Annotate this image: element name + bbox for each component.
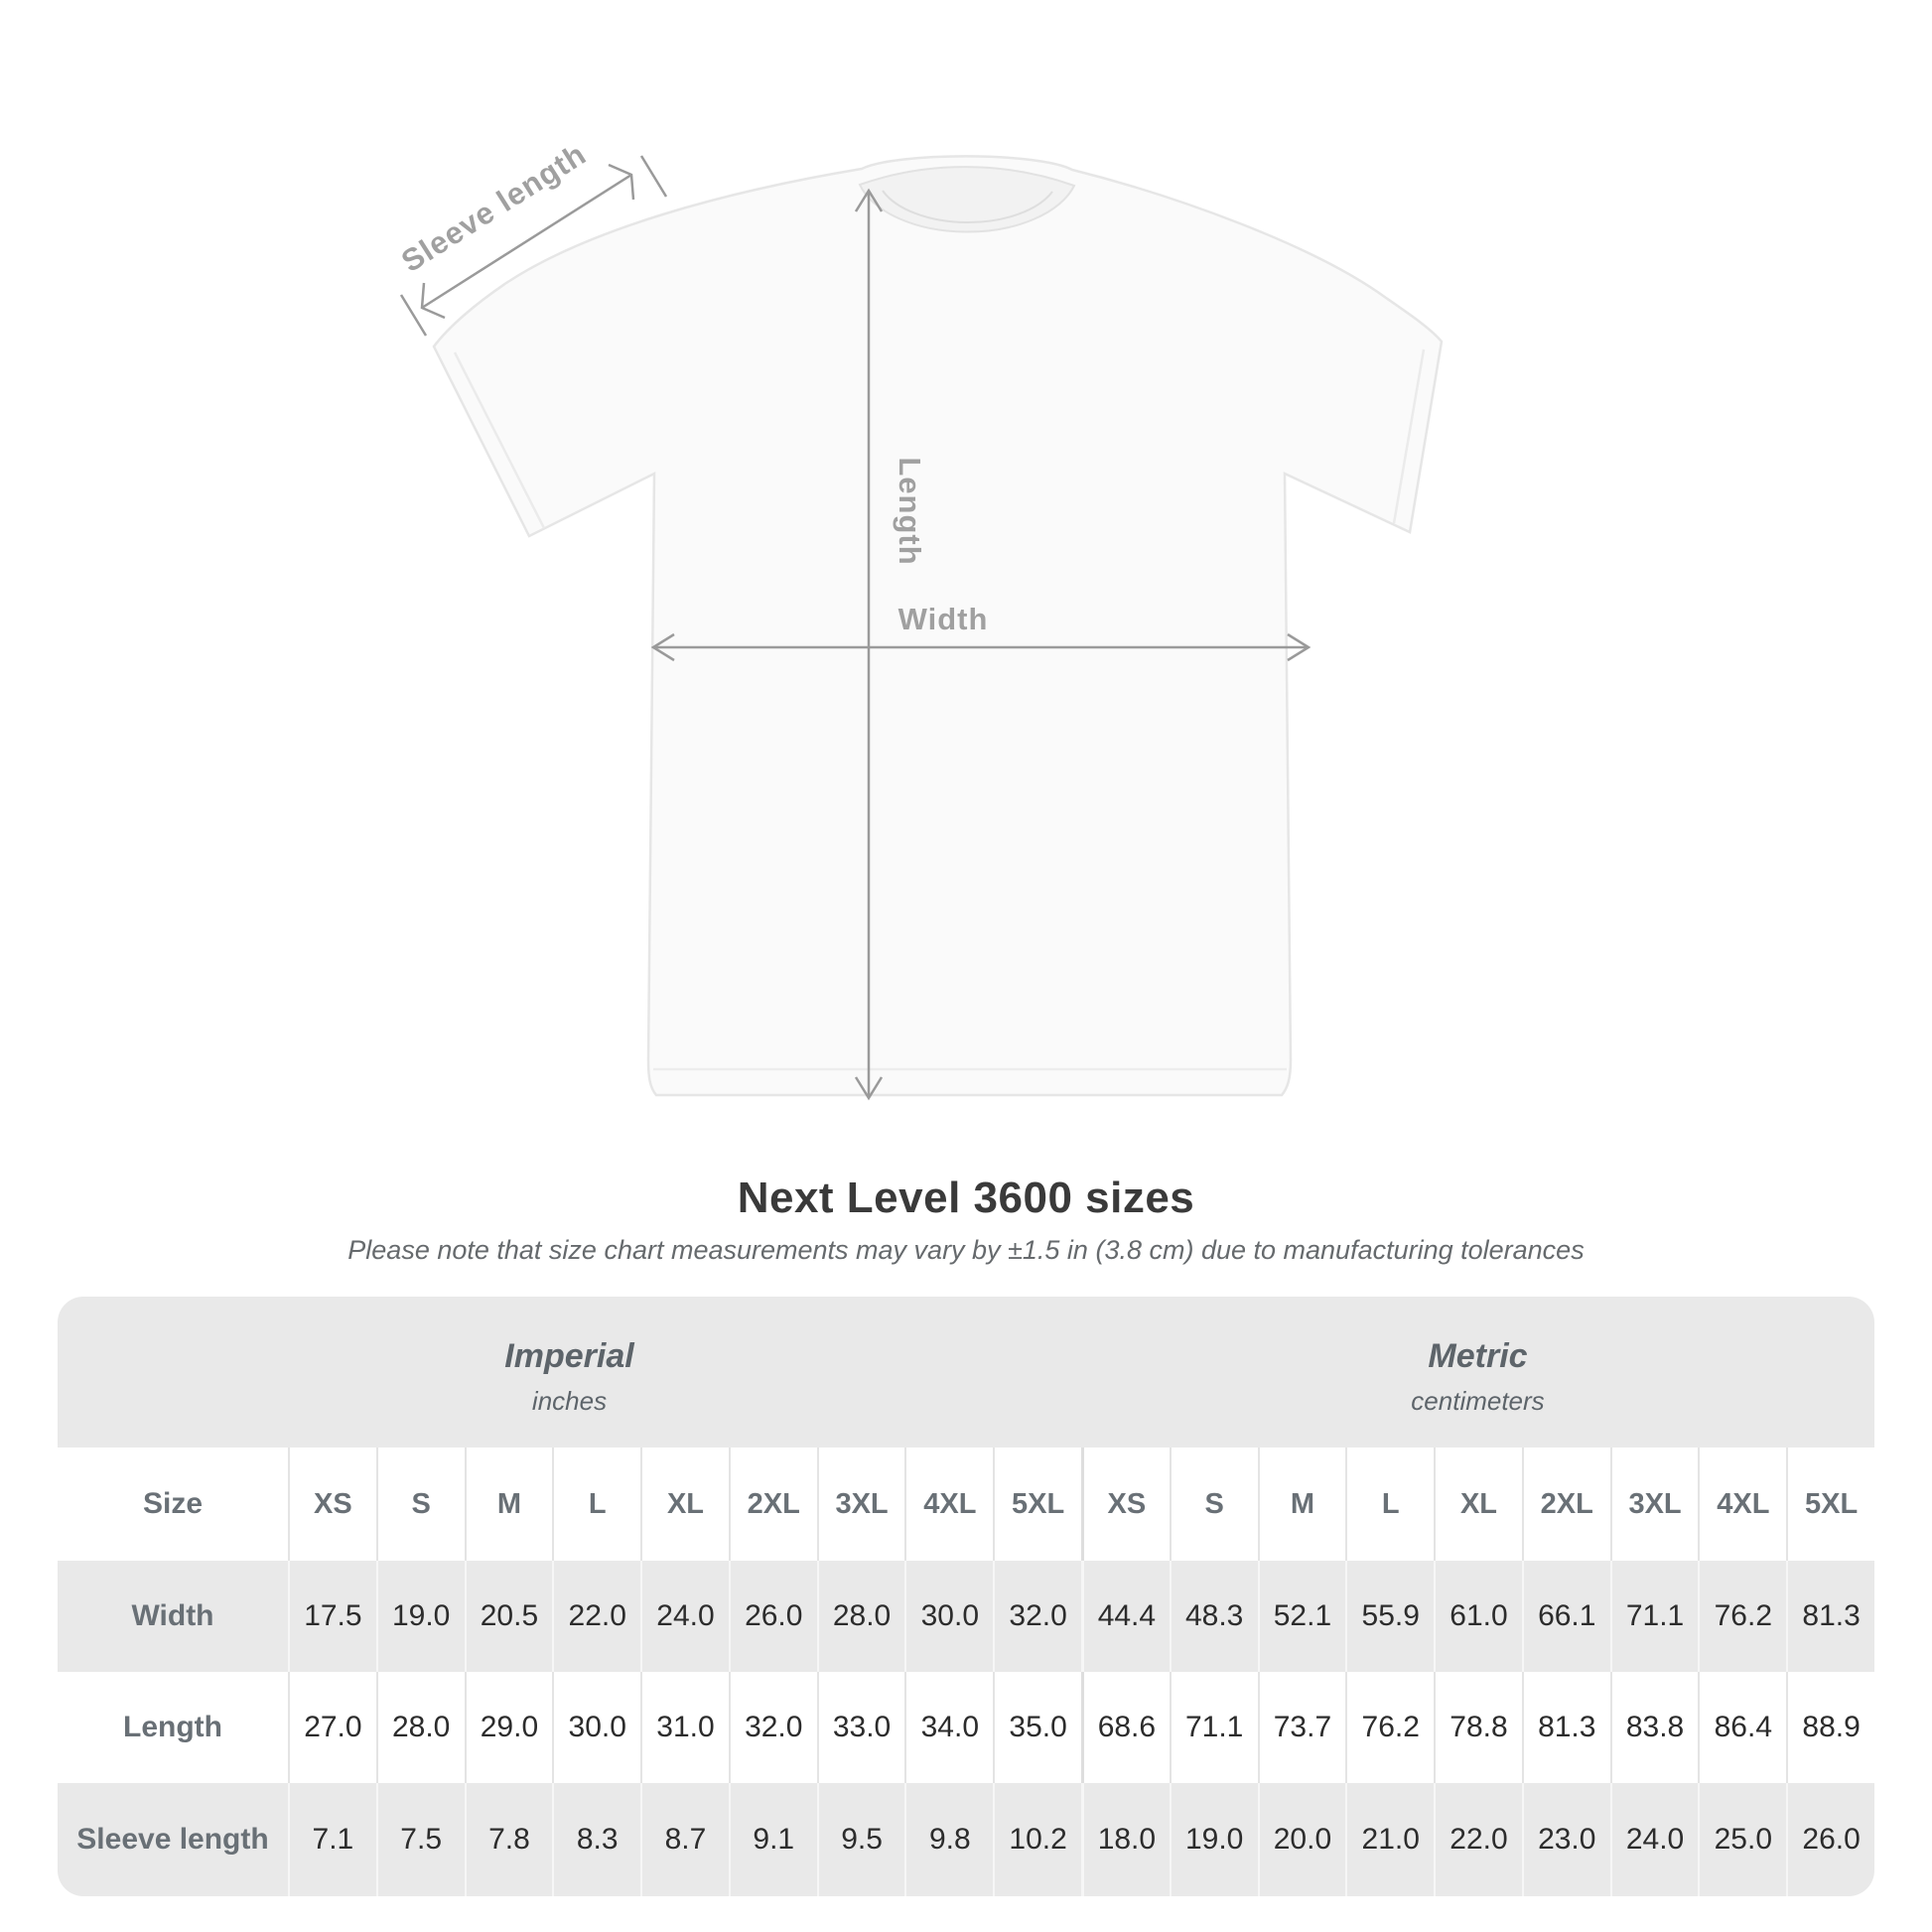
table-value-cell: 29.0 xyxy=(465,1672,553,1783)
table-value-cell: 23.0 xyxy=(1522,1783,1610,1896)
table-value-cell: 30.0 xyxy=(904,1561,993,1672)
table-value-cell: 7.5 xyxy=(376,1783,465,1896)
table-value-cell: 20.0 xyxy=(1258,1783,1346,1896)
table-value-cell: 17.5 xyxy=(288,1561,376,1672)
row-label-width: Width xyxy=(58,1561,288,1672)
length-label: Length xyxy=(893,457,927,566)
table-value-cell: 9.8 xyxy=(904,1783,993,1896)
table-value-cell: 26.0 xyxy=(729,1561,817,1672)
row-label-sleeve-length: Sleeve length xyxy=(58,1783,288,1896)
size-header: M xyxy=(1258,1448,1346,1561)
imperial-title: Imperial xyxy=(504,1337,634,1375)
metric-unit: centimeters xyxy=(1411,1386,1545,1416)
tolerance-note: Please note that size chart measurements may vary by ±1.5 in (3.8 cm) due to manufacturing tolerances xyxy=(347,1235,1585,1265)
table-value-cell: 7.8 xyxy=(465,1783,553,1896)
table-value-cell: 68.6 xyxy=(1081,1672,1170,1783)
size-header: 5XL xyxy=(1786,1448,1874,1561)
table-value-cell: 22.0 xyxy=(1434,1783,1522,1896)
size-header: XS xyxy=(1081,1448,1170,1561)
table-value-cell: 33.0 xyxy=(817,1672,905,1783)
table-value-cell: 19.0 xyxy=(376,1561,465,1672)
table-value-cell: 24.0 xyxy=(640,1561,729,1672)
table-value-cell: 34.0 xyxy=(904,1672,993,1783)
width-label: Width xyxy=(897,602,989,636)
table-value-cell: 76.2 xyxy=(1698,1561,1786,1672)
size-header: XL xyxy=(640,1448,729,1561)
table-value-cell: 66.1 xyxy=(1522,1561,1610,1672)
table-value-cell: 52.1 xyxy=(1258,1561,1346,1672)
table-value-cell: 22.0 xyxy=(552,1561,640,1672)
table-value-cell: 48.3 xyxy=(1170,1561,1258,1672)
size-header: 4XL xyxy=(1698,1448,1786,1561)
table-value-cell: 24.0 xyxy=(1610,1783,1699,1896)
table-value-cell: 76.2 xyxy=(1345,1672,1434,1783)
table-value-cell: 30.0 xyxy=(552,1672,640,1783)
metric-title: Metric xyxy=(1428,1337,1528,1375)
size-header: S xyxy=(1170,1448,1258,1561)
table-value-cell: 27.0 xyxy=(288,1672,376,1783)
imperial-unit: inches xyxy=(531,1386,608,1416)
row-label-length: Length xyxy=(58,1672,288,1783)
table-value-cell: 7.1 xyxy=(288,1783,376,1896)
table-value-cell: 26.0 xyxy=(1786,1783,1874,1896)
metric-group-header xyxy=(1081,1297,1874,1448)
size-header: 2XL xyxy=(1522,1448,1610,1561)
table-value-cell: 21.0 xyxy=(1345,1783,1434,1896)
table-value-cell: 28.0 xyxy=(376,1672,465,1783)
table-value-cell: 9.1 xyxy=(729,1783,817,1896)
table-value-cell: 81.3 xyxy=(1786,1561,1874,1672)
size-header: L xyxy=(552,1448,640,1561)
table-value-cell: 19.0 xyxy=(1170,1783,1258,1896)
size-header: 5XL xyxy=(993,1448,1081,1561)
table-value-cell: 18.0 xyxy=(1081,1783,1170,1896)
table-value-cell: 44.4 xyxy=(1081,1561,1170,1672)
table-value-cell: 8.3 xyxy=(552,1783,640,1896)
corner-size-label: Size xyxy=(58,1448,288,1561)
size-header: 3XL xyxy=(1610,1448,1699,1561)
size-header: 4XL xyxy=(904,1448,993,1561)
size-header: XL xyxy=(1434,1448,1522,1561)
table-value-cell: 8.7 xyxy=(640,1783,729,1896)
size-header: M xyxy=(465,1448,553,1561)
table-value-cell: 71.1 xyxy=(1170,1672,1258,1783)
table-value-cell: 31.0 xyxy=(640,1672,729,1783)
size-header: XS xyxy=(288,1448,376,1561)
table-value-cell: 10.2 xyxy=(993,1783,1081,1896)
table-value-cell: 9.5 xyxy=(817,1783,905,1896)
size-header: S xyxy=(376,1448,465,1561)
imperial-group-header xyxy=(58,1297,1081,1448)
table-value-cell: 28.0 xyxy=(817,1561,905,1672)
table-value-cell: 20.5 xyxy=(465,1561,553,1672)
table-value-cell: 32.0 xyxy=(729,1672,817,1783)
sleeve-length-label: Sleeve length xyxy=(395,136,593,279)
table-value-cell: 25.0 xyxy=(1698,1783,1786,1896)
size-header: 2XL xyxy=(729,1448,817,1561)
table-value-cell: 88.9 xyxy=(1786,1672,1874,1783)
table-value-cell: 32.0 xyxy=(993,1561,1081,1672)
table-value-cell: 83.8 xyxy=(1610,1672,1699,1783)
table-value-cell: 55.9 xyxy=(1345,1561,1434,1672)
table-value-cell: 71.1 xyxy=(1610,1561,1699,1672)
table-value-cell: 61.0 xyxy=(1434,1561,1522,1672)
table-value-cell: 81.3 xyxy=(1522,1672,1610,1783)
table-value-cell: 73.7 xyxy=(1258,1672,1346,1783)
table-value-cell: 86.4 xyxy=(1698,1672,1786,1783)
size-header: L xyxy=(1345,1448,1434,1561)
size-header: 3XL xyxy=(817,1448,905,1561)
table-value-cell: 78.8 xyxy=(1434,1672,1522,1783)
page-title: Next Level 3600 sizes xyxy=(737,1173,1195,1222)
size-table xyxy=(58,1297,1874,1896)
table-value-cell: 35.0 xyxy=(993,1672,1081,1783)
